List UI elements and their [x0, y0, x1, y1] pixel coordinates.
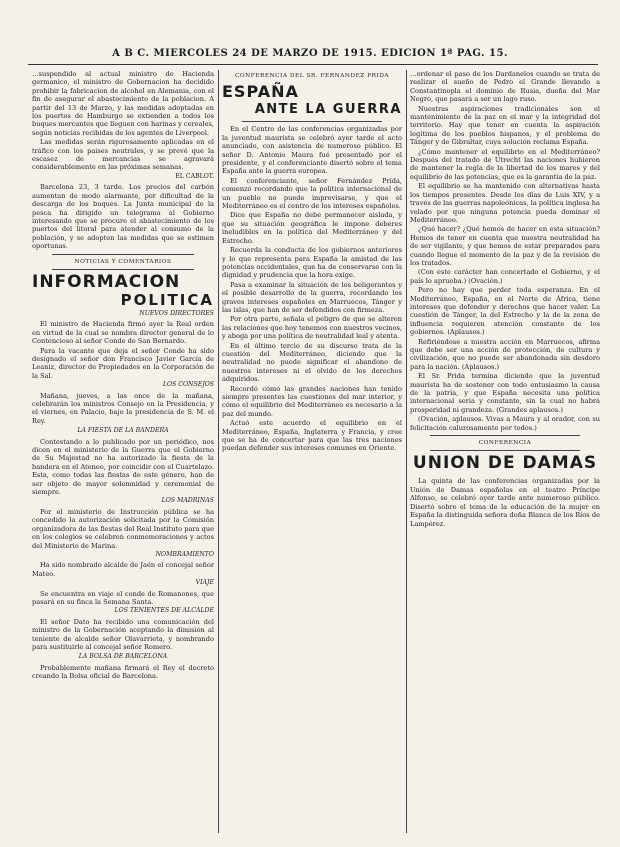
paragraph: El Sr. Prida termina diciendo que la juventud maurista ha de sostener con todo entusiasmo la causa de la patria, y que España necesita una política internacional seria y constante, sin la cual no habrá prosperidad ni grandeza. (Grandes aplausos.)	[410, 372, 600, 414]
paragraph: Para la vacante que deja el señor Conde ha sido designado el señor don Francisco Javier García de Leaniz, director de Propiedades en la Corporación de la Sal.	[32, 346, 214, 380]
divider	[52, 269, 194, 270]
paragraph: Recuerda la conducta de los gobiernos anteriores y lo que representa para España la amistad de las potencias occidentales, que ha de conservarse con la dignidad y prudencia que la hora exige.	[222, 246, 402, 280]
paragraph: En el último tercio de su discurso trata de la cuestión del Mediterráneo, diciendo que la neutralidad no puede significar el abandono de nuestros intereses ni el olvido de los derechos adquiridos.	[222, 341, 402, 384]
page-header: A B C. MIERCOLES 24 DE MARZO DE 1915. EDICION 1ª PAG. 15.	[112, 48, 508, 59]
divider	[52, 254, 194, 255]
headline-secondary: ANTE LA GUERRA	[254, 102, 402, 118]
subheading: NOMBRAMIENTO	[155, 550, 214, 558]
column-2	[222, 70, 402, 835]
column-divider	[218, 70, 219, 833]
paragraph: Barcelona 23, 3 tarde. Los precios del carbón aumentan de modo alarmante, por dificultad de la descarga de los buques. La Junta municipal de la pesca ha dirigido un telegrama al Gobierno interesando que se procure el abastecimiento de los puertos del litoral para atender al consumo de la población, y se adopten las medidas que se estimen oportunas.	[32, 183, 214, 251]
paragraph: Ha sido nombrado alcalde de Jaén el concejal señor Mateo.	[32, 561, 214, 578]
paragraph: Probablemente mañana firmará el Rey el decreto creando la Bolsa oficial de Barcelona.	[32, 663, 214, 681]
section-label: CONFERENCIA	[478, 440, 532, 447]
subheading: LOS MADRINAS	[161, 497, 214, 505]
paragraph: (Ovación, aplausos. Vivas a Maura y al orador, con su felicitación calurosamente por todos.)	[410, 415, 600, 432]
paragraph: Por el ministerio de Instrucción pública se ha concedido la autorización solicitada por la Comisión organizadora de las fiestas del Real Instituto para que en los colegios se celebren conmemoraciones y actos del Ministerio de Marina.	[32, 507, 214, 550]
paragraph: En el Centro de las conferencias organizadas por la juventud maurista se celebró ayer tarde el acto anunciado, con asistencia de numeroso público. El señor D. Antonio Maura fué presentado por el presidente, y el conferenciante disertó sobre el tema España ante la guerra europea.	[222, 125, 402, 176]
header-rule	[28, 64, 598, 65]
divider	[430, 435, 580, 436]
paragraph: Mañana, jueves, a las once de la mañana, celebrarán los ministros Consejo en la Presidencia, y el viernes, en Palacio, bajo la presidencia de S. M. el Rey.	[32, 391, 214, 425]
headline-secondary: POLITICA	[120, 290, 214, 309]
paragraph: Nuestras aspiraciones tradicionales son el mantenimiento de la paz en el mar y la integridad del territorio. Hay que tener en cuenta la aspiración legítima de los pueblos hispanos, y el problema de Tánger y de Gibraltar, cuya solución reclama España.	[410, 104, 600, 147]
paragraph: Contestando a lo publicado por un periódico, nos dicen en el ministerio de la Guerra que el Gobierno de Su Majestad no ha autorizado la fiesta de la bandera en el Ateneo, por coincidir con el Cuartelazo. Esta, como todas las fiestas de este género, han de ser objeto de mayor solemnidad y ceremonial de siempre.	[32, 437, 214, 497]
divider	[242, 121, 382, 122]
paragraph: Pero no hay que perder toda esperanza. En el Mediterráneo, España, en el Norte de África, tiene intereses que defender y derechos que hacer valer. La cuestión de Tánger, la del Estrecho y la de la zona de influencia requieren atención constante de los gobiernos. (Aplausos.)	[410, 286, 600, 337]
section-label: NOTICIAS Y COMENTARIOS	[74, 258, 172, 265]
paragraph: Se encuentra en viaje el conde de Romanones, que pasará en su finca la Semana Santa.	[32, 589, 214, 606]
paragraph: …ordenar el paso de los Dardanelos cuando se trata de realizar el sueño de Pedro el Grande llevando a Constantinopla el dominio de Rusia, dueña del Mar Negro, que pasará a ser un lago ruso.	[410, 70, 600, 104]
paragraph: ¿Cómo mantener el equilibrio en el Mediterráneo? Después del tratado de Utrecht las naciones hubieron de mantener la regla de la libertad de los mares y del equilibrio de las potencias, que es la garantía de la paz.	[410, 147, 600, 181]
paragraph: Refiriéndose a nuestra acción en Marruecos, afirma que debe ser una acción de protección, de cultura y civilización, que no puede ser abandonada sin desdoro para la nación. (Aplausos.)	[410, 337, 600, 371]
column-1	[32, 70, 214, 835]
signature: EL CABLOT.	[175, 172, 214, 180]
paragraph: Pasa a examinar la situación de los beligerantes y el posible desarrollo de la guerra, recordando los graves intereses españoles en Marruecos, Tánger y las islas, que han de ser defendidos con firmeza.	[222, 280, 402, 314]
paragraph: Recordó cómo las grandes naciones han tenido siempre presentes las cuestiones del mar interior, y cómo el equilibrio del Mediterráneo es necesario a la paz del mundo.	[222, 384, 402, 418]
paragraph: ¿Qué hacer? ¿Qué hemos de hacer en esta situación? Hemos de tener en cuenta que nuestra neutralidad ha de ser vigilante, y que hemos de estar preparados para cuando llegue el momento de la paz y de la revisión de los tratados.	[410, 225, 600, 267]
headline: UNION DE DAMAS	[412, 453, 598, 474]
column-3	[410, 70, 600, 835]
paragraph: Dice que España no debe permanecer aislada, y que su situación geográfica le impone deberes ineludibles en la política del Mediterráneo y del Estrecho.	[222, 211, 402, 245]
paragraph: El conferenciante, señor Fernández Prida, comenzó recordando que la política internacional de un pueblo no puede improvisarse, y que el Mediterráneo es el centro de los intereses españoles.	[222, 176, 402, 211]
paragraph: Las medidas serán rigurosamente aplicadas en el tráfico con los paises neutrales, y se prevé que la escasez de mercancias se agravará considerablemente en las próximas semanas.	[32, 138, 214, 172]
paragraph: La quinta de las conferencias organizadas por la Unión de Damas españolas en el teatro Príncipe Alfonso, se celebró ayer tarde ante numeroso público. Disertó sobre el tema de la educación de la mujer en España la distinguida señora doña Blanca de los Ríos de Lampérez.	[410, 477, 600, 528]
subheading: LOS CONSEJOS	[162, 381, 214, 389]
headline: ESPAÑA	[222, 82, 299, 102]
divider	[430, 450, 580, 451]
paragraph: …suspendido al actual ministro de Hacienda germanico, el ministro de Gobernacion ha decidido prohibir la fabricacion de alcohol en Alemania, con el fin de asegurar el abastecimiento de la poblacion. A partir del 13 de Marzo, y las medidas adoptadas en los puertos de Hamburgo se extienden a todos los buques mercantes que lleguen con harinas y cereales, según noticias recibidas de los agentes de Liverpool.	[32, 70, 214, 137]
paragraph: Por otra parte, señala el peligro de que se alteren las relaciones que hoy tenemos con nuestros vecinos, y aboga por una política de neutralidad leal y atenta.	[222, 315, 402, 341]
column-divider	[406, 70, 407, 833]
paragraph: El equilibrio se ha mantenido con alternativas hasta los tiempos presentes. Desde los días de Luis XIV, y a través de las guerras napoleónicas, la política inglesa ha velado por que ninguna potencia pueda dominar el Mediterráneo.	[410, 182, 600, 224]
subheading: LA FIESTA DE LA BANDERA	[77, 427, 169, 435]
subheading: LA BOLSA DE BARCELONA	[78, 653, 168, 661]
byline: CONFERENCIA DEL SR. FERNANDEZ PRIDA	[234, 73, 390, 79]
paragraph: (Con este carácter han concertado el Gobierno, y el país lo aprueba.) (Ovación.)	[410, 268, 600, 285]
headline: INFORMACION	[32, 271, 181, 292]
subheading: LOS TENIENTES DE ALCALDE	[114, 607, 214, 615]
subheading: NUEVOS DIRECTORES	[139, 309, 214, 317]
paragraph: Actuó este acuerdo el equilibrio en el Mediterráneo, España, Inglaterra y Francia, y cree que se ha de concertar para que las tres naciones puedan defender sus intereses comunes en Oriente.	[222, 419, 402, 453]
paragraph: El señor Dato ha recibido una comunicación del ministro de la Gobernación aceptando la dimisión al teniente de alcalde señor Olavarrieta, y nombrando para sustituirle al concejal señor Romero.	[32, 617, 214, 651]
paragraph: El ministro de Hacienda firmó ayer la Real orden en virtud de la cual se nombra director general de lo Contencioso al señor Conde de San Bernardo.	[32, 320, 214, 346]
subheading: VIAJE	[195, 579, 214, 587]
